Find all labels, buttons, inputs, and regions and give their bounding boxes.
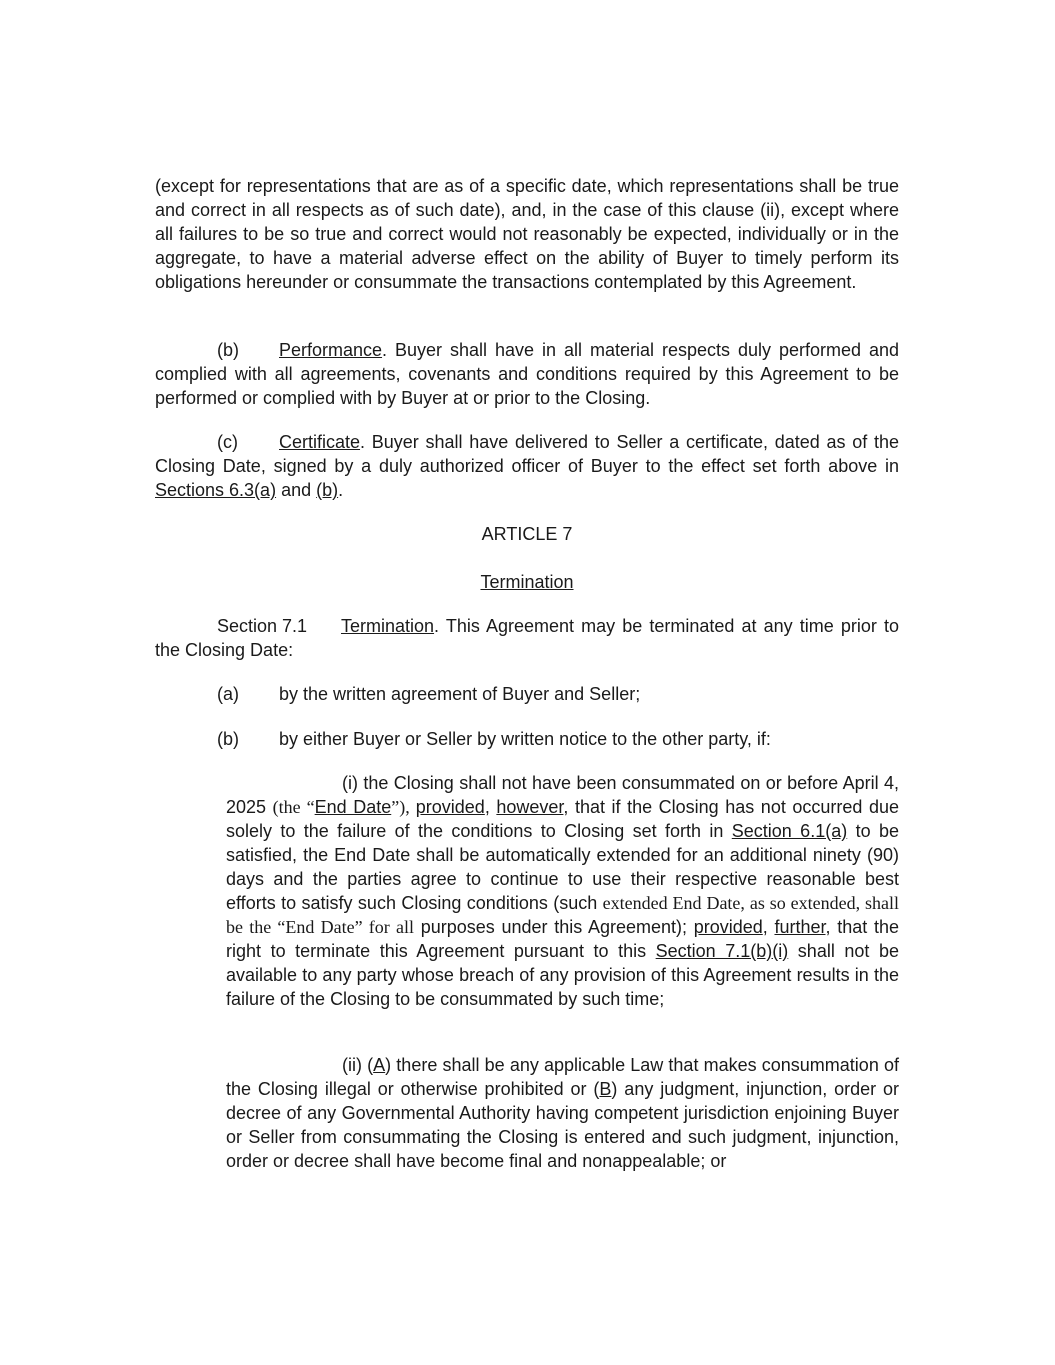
sub-i-t3: ”),	[391, 797, 416, 817]
sub-i-provided: provided	[415, 797, 485, 817]
sub-clause-i	[226, 771, 899, 1011]
sub-i-however: however	[496, 797, 564, 817]
sub-ii-t1: (ii) (	[342, 1055, 374, 1075]
sub-i-further: further	[774, 917, 826, 937]
item-a-text: by the written agreement of Buyer and Seller;	[279, 684, 641, 704]
paragraph-c-mid: and	[276, 480, 317, 500]
sub-clause-ii	[226, 1053, 899, 1173]
sub-i-t6: extended End Date, as so extended, shall be the “End Date” for all	[226, 893, 900, 937]
item-b-text: by either Buyer or Seller by written notice to the other party, if:	[279, 729, 771, 749]
sub-i-t8: , that the right to terminate this Agreement pursuant to this	[226, 917, 899, 961]
sub-i-comma-1: ,	[484, 797, 497, 817]
paragraph-c-ref-1: Sections 6.3(a)	[155, 480, 277, 500]
section-7-1-text: . This Agreement may be terminated at any time prior to the Closing Date:	[155, 616, 899, 660]
sub-ii-a: A	[373, 1055, 386, 1075]
item-a	[155, 682, 899, 706]
sub-i-ref-1: Section 6.1(a)	[731, 821, 848, 841]
sub-ii-t3: ) any judgment, injunction, order or decree of any Governmental Authority having competent jurisdiction enjoining Buyer or Seller from consummating the Closing is entered and such judgment, injunction, order or decree shall have become final and nonappealable; or	[226, 1079, 900, 1171]
sub-ii-t2: ) there shall be any applicable Law that makes consummation of the Closing illegal or otherwise prohibited or (	[226, 1055, 899, 1099]
sub-i-t4: , that if the Closing has not occurred due solely to the failure of the conditions to Closing set forth in	[226, 797, 899, 841]
article-title	[155, 570, 899, 594]
paragraph-b-performance	[155, 338, 899, 410]
paragraph-c-ref-2: (b)	[316, 480, 339, 500]
paragraph-c-heading: Certificate	[279, 432, 361, 452]
sub-i-t7: purposes under this Agreement);	[413, 917, 694, 937]
sub-i-provided-2: provided	[693, 917, 763, 937]
sub-i-comma-2: ,	[762, 917, 775, 937]
sub-ii-b: B	[599, 1079, 612, 1099]
sub-i-t2: (the “	[272, 797, 315, 817]
paragraph-b-label: (b)	[217, 340, 239, 360]
paragraph-c-end: .	[338, 480, 344, 500]
item-b	[155, 727, 899, 751]
article-number: ARTICLE 7	[481, 524, 573, 544]
sub-i-ref-2: Section 7.1(b)(i)	[655, 941, 789, 961]
item-b-label: (b)	[217, 729, 239, 749]
paragraph-c-text: . Buyer shall have delivered to Seller a certificate, dated as of the Closing Date, signed by a duly authorized officer of Buyer to the effect set forth above in	[155, 432, 899, 476]
section-7-1-heading: Termination	[341, 616, 435, 636]
paragraph-c-label: (c)	[217, 432, 238, 452]
paragraph-b-text: . Buyer shall have in all material respects duly performed and complied with all agreements, covenants and conditions required by this Agreement to be performed or complied with by Buyer at or prior to the Closing.	[155, 340, 899, 408]
sub-i-t9: shall not be available to any party whose breach of any provision of this Agreement results in the failure of the Closing to be consummated by such time;	[226, 941, 899, 1009]
sub-i-end-date: End Date	[314, 797, 392, 817]
sub-i-t5: to be satisfied, the End Date shall be automatically extended for an additional ninety (90) days and the parties agree to continue to use their respective reasonable best efforts to satisfy such Closing conditions (such	[226, 821, 899, 913]
paragraph-c-certificate	[155, 430, 899, 502]
paragraph-b-heading: Performance	[279, 340, 383, 360]
article-title-text: Termination	[480, 572, 574, 592]
item-a-label: (a)	[217, 684, 239, 704]
carryover-paragraph: (except for representations that are as of a specific date, which representations shall be true and correct in all respects as of such date), and, in the case of this clause (ii), except where all failures to be so true and correct would not reasonably be expected, individually or in the aggregate, to have a material adverse effect on the ability of Buyer to timely perform its obligations hereunder or consummate the transactions contemplated by this Agreement.	[155, 176, 899, 292]
section-7-1-label: Section 7.1	[217, 616, 308, 636]
sub-i-t1: (i) the Closing shall not have been consummated on or before April 4, 2025	[226, 773, 899, 817]
section-7-1	[155, 614, 899, 662]
